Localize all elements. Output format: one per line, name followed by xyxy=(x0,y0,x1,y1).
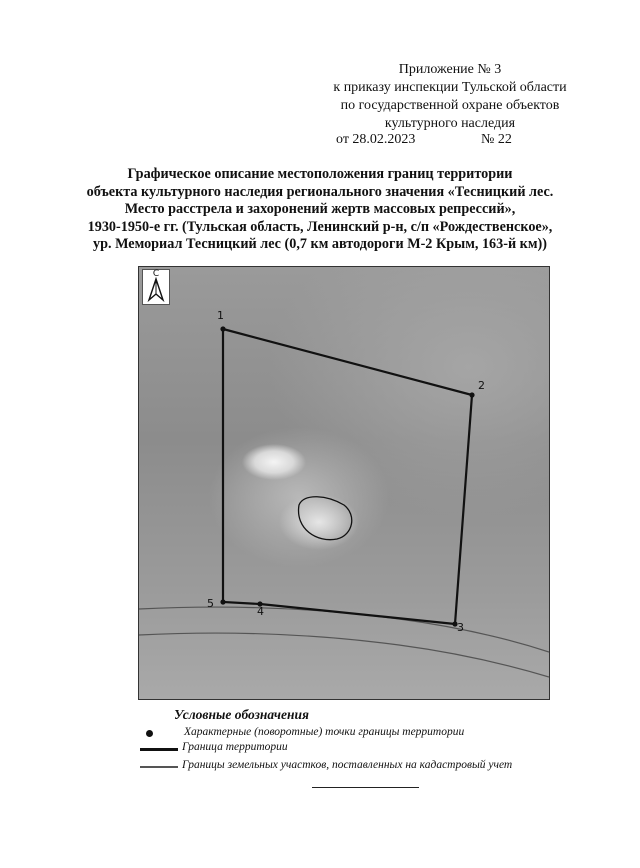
legend-text-boundary: Граница территории xyxy=(182,741,288,753)
north-letter: С xyxy=(152,269,160,279)
forest-clearing-outline xyxy=(299,497,352,540)
point-label-5: 5 xyxy=(207,597,214,610)
point-label-4: 4 xyxy=(257,605,264,618)
legend-text-cadastral: Границы земельных участков, поставленных на кадастровый учет xyxy=(182,759,513,771)
date-line xyxy=(336,131,566,149)
title-line-2: объекта культурного наследия регионального значения «Тесницкий лес. xyxy=(86,183,554,200)
order-number: № 22 xyxy=(481,132,512,147)
boundary-point-5 xyxy=(220,599,225,604)
cadastral-line-lower xyxy=(139,633,549,677)
appendix-number: Приложение № 3 xyxy=(398,62,502,77)
point-label-1: 1 xyxy=(217,309,224,322)
point-label-2: 2 xyxy=(478,379,485,392)
point-label-3: 3 xyxy=(457,621,464,634)
boundary-point-1 xyxy=(220,326,225,331)
legend-text-points: Характерные (поворотные) точки границы территории xyxy=(184,726,465,738)
legend-symbol-points xyxy=(140,726,180,742)
territory-boundary xyxy=(223,329,472,624)
north-arrow xyxy=(142,269,170,305)
title-line-5: ур. Мемориал Тесницкий лес (0,7 км автодороги М-2 Крым, 163-й км)) xyxy=(93,236,547,252)
heritage-label: культурного наследия xyxy=(384,116,516,131)
inspection-name: по государственной охране объектов xyxy=(340,98,560,113)
legend-symbol-cadastral xyxy=(140,759,180,775)
signature-rule xyxy=(312,787,419,788)
title-line-4: 1930-1950-е гг. (Тульская область, Ленинский р-н, с/п «Рождественское», xyxy=(87,218,553,235)
cadastral-line-upper xyxy=(139,607,549,652)
boundary-point-2 xyxy=(469,392,474,397)
legend-title: Условные обозначения xyxy=(174,707,309,722)
compass-icon xyxy=(143,270,169,304)
document-title xyxy=(40,166,600,254)
thin-line-icon xyxy=(140,766,178,768)
order-date: от 28.02.2023 xyxy=(336,132,416,147)
map-drawing xyxy=(139,267,549,699)
title-line-3: Место расстрела и захоронений жертв массовых репрессий», xyxy=(124,201,516,217)
boundary-map xyxy=(138,266,550,700)
point-dot-icon xyxy=(146,730,153,737)
title-line-1: Графическое описание местоположения границ территории xyxy=(127,166,513,182)
legend-symbol-boundary xyxy=(140,741,180,757)
thick-line-icon xyxy=(140,748,178,751)
order-reference: к приказу инспекции Тульской области xyxy=(333,80,567,95)
